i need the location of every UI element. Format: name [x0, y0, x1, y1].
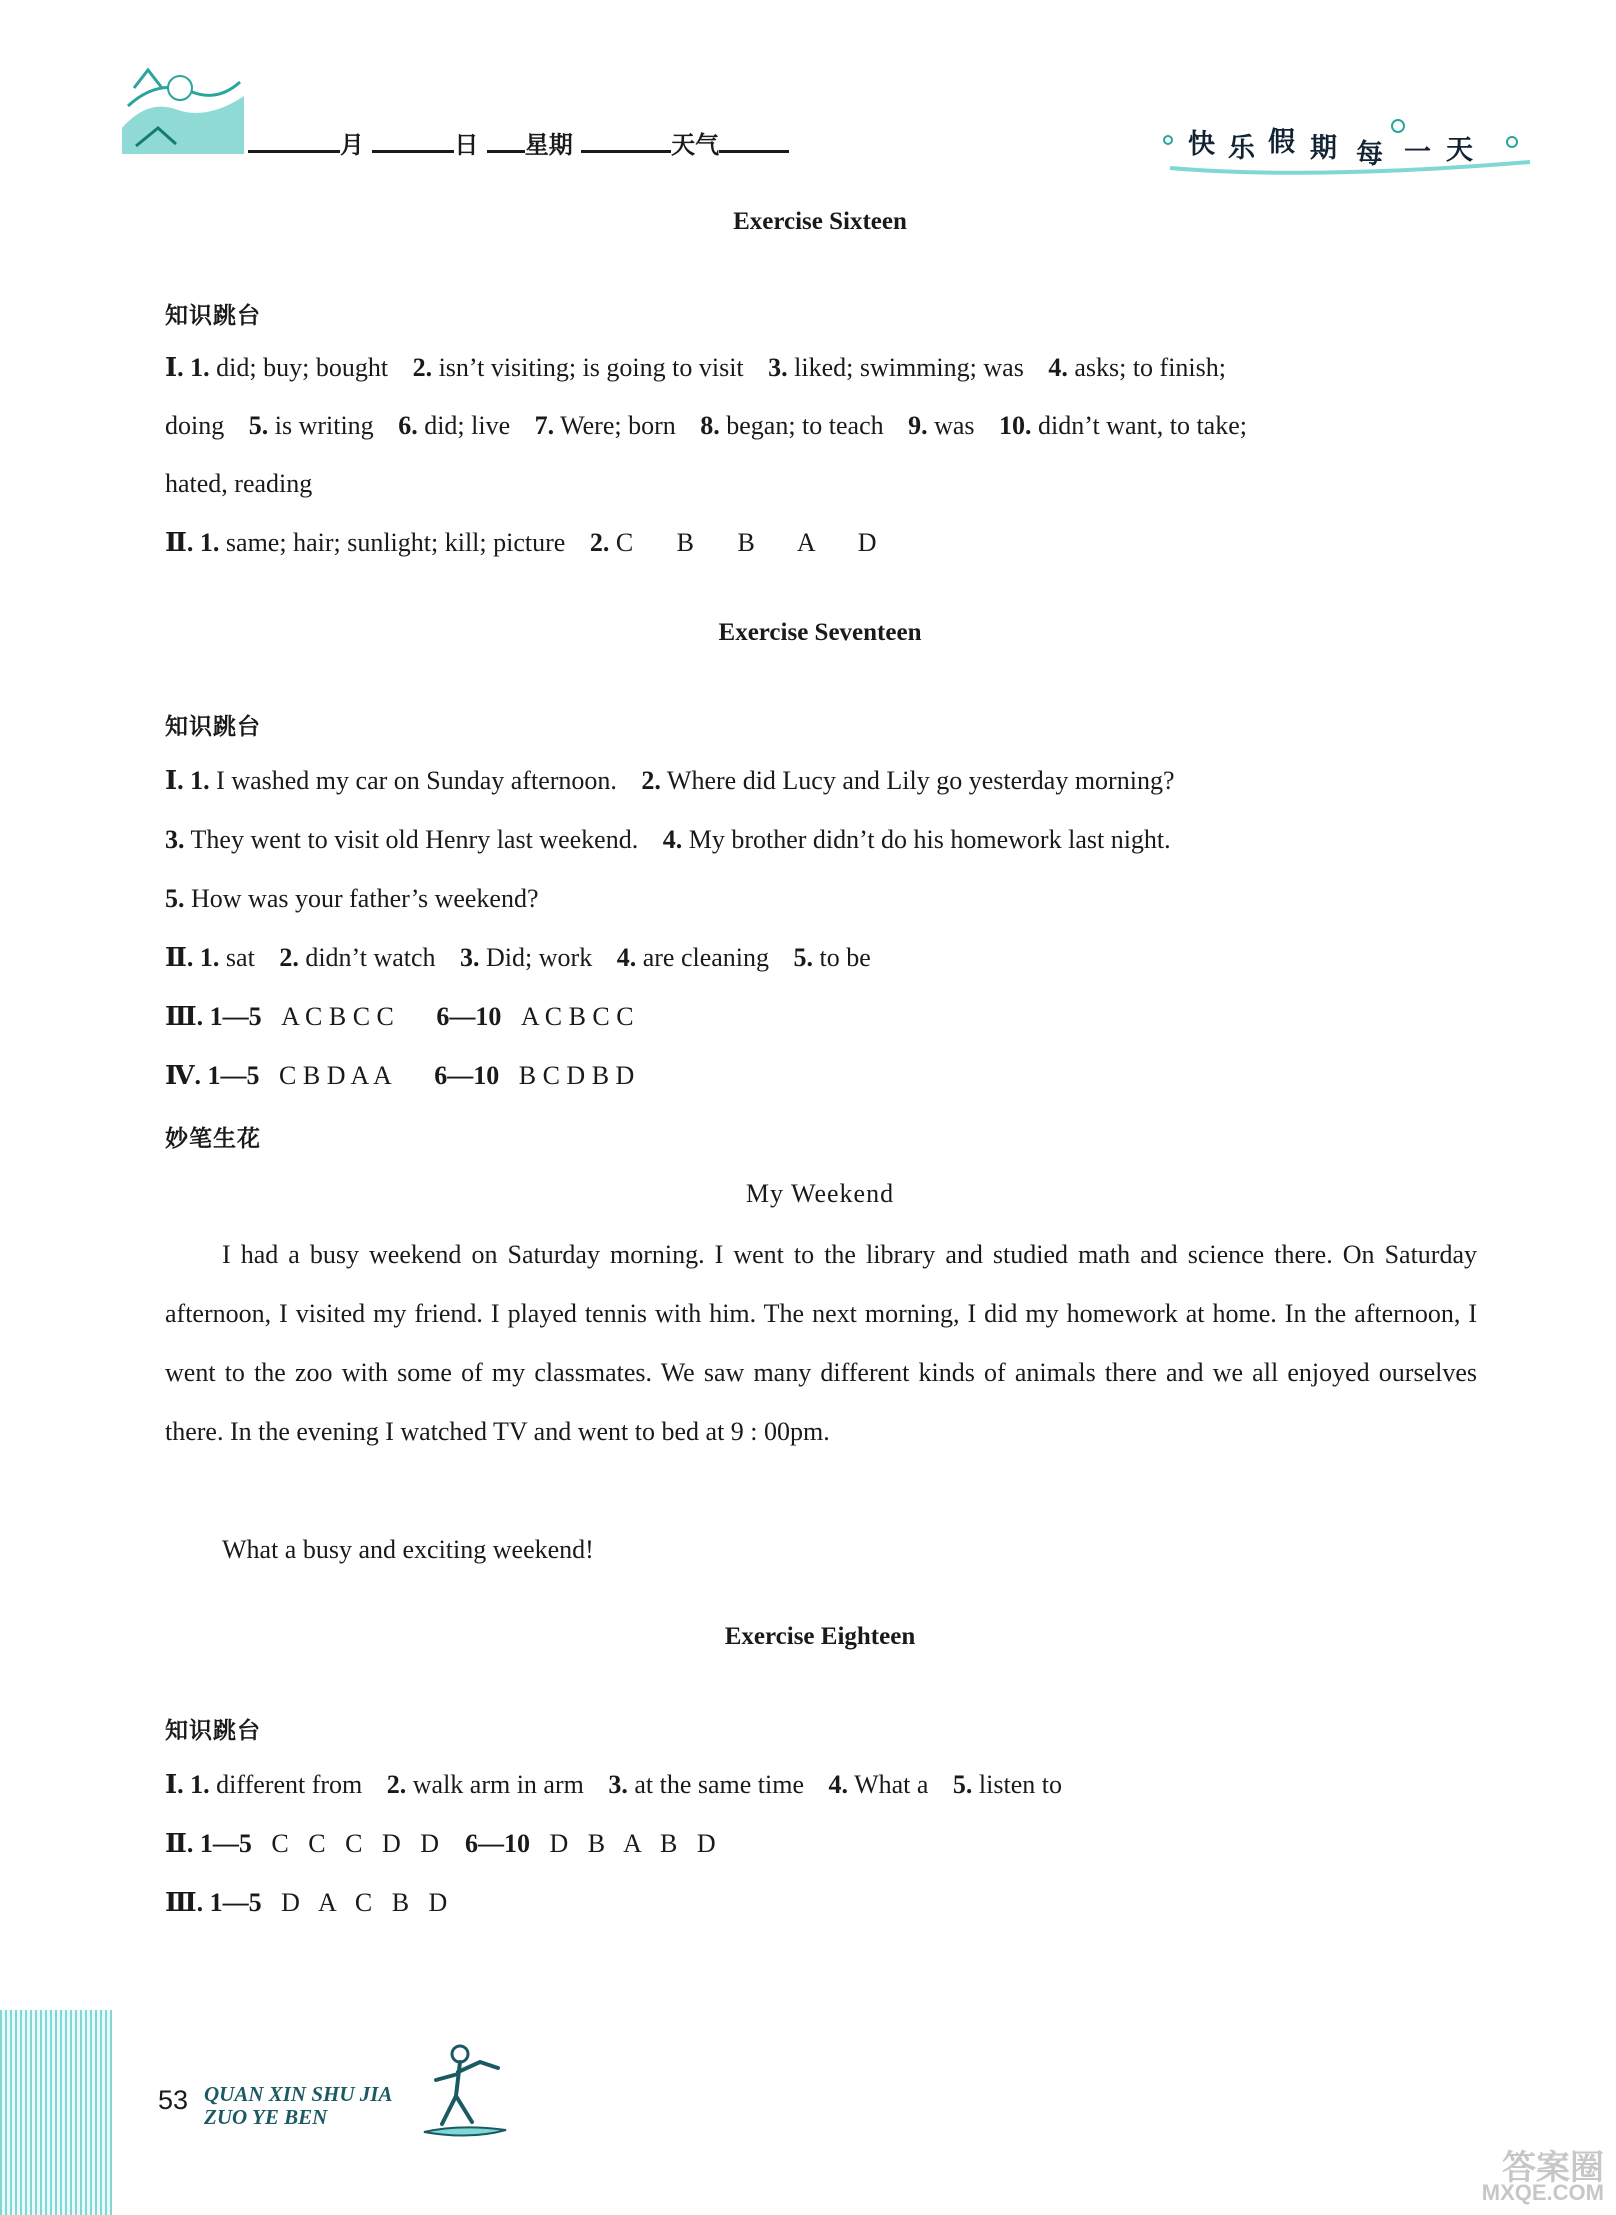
item-answer: C B D A A	[279, 1061, 392, 1090]
item-answer: is writing	[274, 411, 374, 440]
item-answer: to be	[819, 943, 871, 972]
item-number: 3.	[165, 825, 185, 854]
item-number: 4.	[616, 943, 637, 972]
slogan-char: 天	[1446, 135, 1473, 166]
item-number: 4.	[662, 825, 683, 854]
slogan-char: 每	[1356, 139, 1383, 170]
item-number: 7.	[534, 411, 555, 440]
page-number: 53	[158, 2085, 189, 2115]
item-answer: asks; to finish;	[1074, 353, 1226, 382]
item-answer: isn’t visiting; is going to visit	[438, 353, 744, 382]
item-answer: same; hair; sunlight; kill; picture	[225, 528, 566, 557]
item-answer: liked; swimming; was	[794, 353, 1024, 382]
item-answer: They went to visit old Henry last weekend.	[190, 825, 639, 854]
exercise-title: Exercise Sixteen	[733, 208, 907, 235]
weekday-label: 星期	[524, 131, 573, 159]
answer-line	[165, 528, 877, 558]
month-label: 月	[340, 131, 364, 159]
item-number: Ⅱ. 1.	[165, 943, 220, 972]
item-number: 10.	[999, 411, 1032, 440]
item-number: 3.	[608, 1770, 628, 1799]
weekday-blank[interactable]	[487, 126, 525, 153]
item-number: 5.	[165, 884, 185, 913]
item-number: 2.	[279, 943, 299, 972]
watermark	[1410, 2140, 1610, 2210]
essay-paragraph: What a busy and exciting weekend!	[222, 1535, 594, 1564]
item-number: 9.	[908, 411, 928, 440]
date-header	[248, 125, 789, 160]
item-number: Ⅲ. 1—5	[165, 1888, 262, 1917]
item-answer: different from	[216, 1770, 363, 1799]
item-number: 3.	[460, 943, 480, 972]
item-answer: I washed my car on Sunday afternoon.	[216, 766, 617, 795]
answer-line	[165, 1061, 634, 1091]
item-answer: walk arm in arm	[412, 1770, 584, 1799]
answer-line	[165, 943, 871, 973]
item-number: Ⅲ. 1—5	[165, 1002, 262, 1031]
slogan-char: 乐	[1228, 133, 1255, 164]
section-heading: 知识跳台	[165, 303, 261, 329]
item-answer: was	[934, 411, 975, 440]
item-answer: did; buy; bought	[216, 353, 389, 382]
slogan-char: 一	[1404, 137, 1431, 168]
section-heading: 妙笔生花	[165, 1126, 261, 1152]
watermark-url: MXQE.COM	[1481, 2180, 1604, 2205]
item-number: 3.	[768, 353, 788, 382]
landscape-logo-icon	[118, 58, 248, 154]
answer-line	[165, 1829, 716, 1859]
item-answer: B C D B D	[518, 1061, 635, 1090]
slogan-char: 假	[1268, 127, 1295, 158]
slogan-char: 期	[1310, 133, 1337, 164]
day-blank[interactable]	[372, 126, 454, 153]
exercise-title: Exercise Eighteen	[724, 1623, 916, 1650]
item-number: Ⅰ. 1.	[165, 353, 210, 382]
item-number: 2.	[641, 766, 661, 795]
answer-line	[165, 1770, 1062, 1800]
item-answer: C B B A D	[615, 528, 877, 557]
item-number: 6—10	[434, 1061, 500, 1090]
item-number: 4.	[828, 1770, 849, 1799]
item-answer: A C B C C	[281, 1002, 394, 1031]
weekday-value-blank[interactable]	[581, 126, 671, 153]
essay-title: My Weekend	[745, 1179, 895, 1208]
item-number: Ⅱ. 1.	[165, 528, 220, 557]
section-heading: 知识跳台	[165, 714, 261, 740]
item-answer: are cleaning	[642, 943, 770, 972]
exercise-title: Exercise Seventeen	[718, 619, 922, 646]
item-number: 5.	[248, 411, 269, 440]
item-answer: Did; work	[486, 943, 593, 972]
brand-line: QUAN XIN SHU JIA	[204, 2082, 393, 2106]
item-number: 8.	[700, 411, 720, 440]
item-number: Ⅳ. 1—5	[165, 1061, 260, 1090]
item-answer: How was your father’s weekend?	[191, 884, 539, 913]
item-answer: listen to	[978, 1770, 1062, 1799]
item-answer: Were; born	[560, 411, 676, 440]
surfer-icon	[420, 2040, 510, 2150]
item-number: 2.	[386, 1770, 407, 1799]
item-number: 5.	[952, 1770, 973, 1799]
answer-line	[165, 353, 1226, 383]
slogan-char: 快	[1188, 129, 1215, 160]
section-heading: 知识跳台	[165, 1718, 261, 1744]
watermark-chinese: 答案圈	[1502, 2148, 1604, 2188]
item-answer: didn’t want, to take;	[1038, 411, 1247, 440]
item-answer: A C B C C	[520, 1002, 634, 1031]
item-answer: Where did Lucy and Lily go yesterday morning?	[666, 766, 1175, 795]
item-answer: began; to teach	[726, 411, 884, 440]
answer-line	[165, 884, 539, 914]
item-answer: at the same time	[634, 1770, 805, 1799]
month-blank[interactable]	[248, 126, 340, 153]
item-answer: My brother didn’t do his homework last night.	[688, 825, 1171, 854]
item-number: Ⅱ. 1—5	[165, 1829, 252, 1858]
item-answer: D B A B D	[549, 1829, 716, 1858]
answer-line	[165, 469, 312, 499]
item-answer: C C C D D	[271, 1829, 439, 1858]
item-number: 5.	[793, 943, 814, 972]
item-number: Ⅰ. 1.	[165, 1770, 210, 1799]
slogan-swoosh-icon	[1160, 118, 1540, 188]
item-number: 2.	[412, 353, 433, 382]
answer-line	[165, 766, 1174, 796]
slogan	[1160, 118, 1540, 188]
decorative-stripes	[0, 2010, 112, 2215]
item-number: 6—10	[465, 1829, 530, 1858]
essay-paragraph: I had a busy weekend on Saturday morning. I went to the library and studied math and science there. On Saturday afternoon, I visited my friend. I played tennis with him. The next morning, I did my homework at home. In the afternoon, I went to the zoo with some of my classmates. We saw many different kinds of animals there and we all enjoyed ourselves there. In the evening I watched TV and went to bed at 9 : 00pm.	[165, 1240, 1477, 1446]
item-answer: doing	[165, 411, 225, 440]
item-number: 6—10	[436, 1002, 502, 1031]
item-answer: hated, reading	[165, 469, 313, 498]
answer-line	[165, 825, 1171, 855]
item-answer: D A C B D	[281, 1888, 448, 1917]
item-number: 4.	[1048, 353, 1068, 382]
item-answer: What a	[854, 1770, 929, 1799]
weather-blank[interactable]	[719, 126, 789, 153]
item-answer: did; live	[424, 411, 511, 440]
item-answer: didn’t watch	[305, 943, 436, 972]
item-number: Ⅰ. 1.	[165, 766, 210, 795]
day-label: 日	[454, 131, 479, 159]
item-number: 2.	[589, 528, 610, 557]
weather-label: 天气	[671, 131, 720, 159]
item-answer: sat	[225, 943, 255, 972]
answer-line	[165, 1002, 634, 1032]
item-number: 6.	[398, 411, 418, 440]
answer-line	[165, 411, 1247, 441]
brand-line: ZUO YE BEN	[204, 2105, 328, 2129]
answer-line	[165, 1888, 447, 1918]
